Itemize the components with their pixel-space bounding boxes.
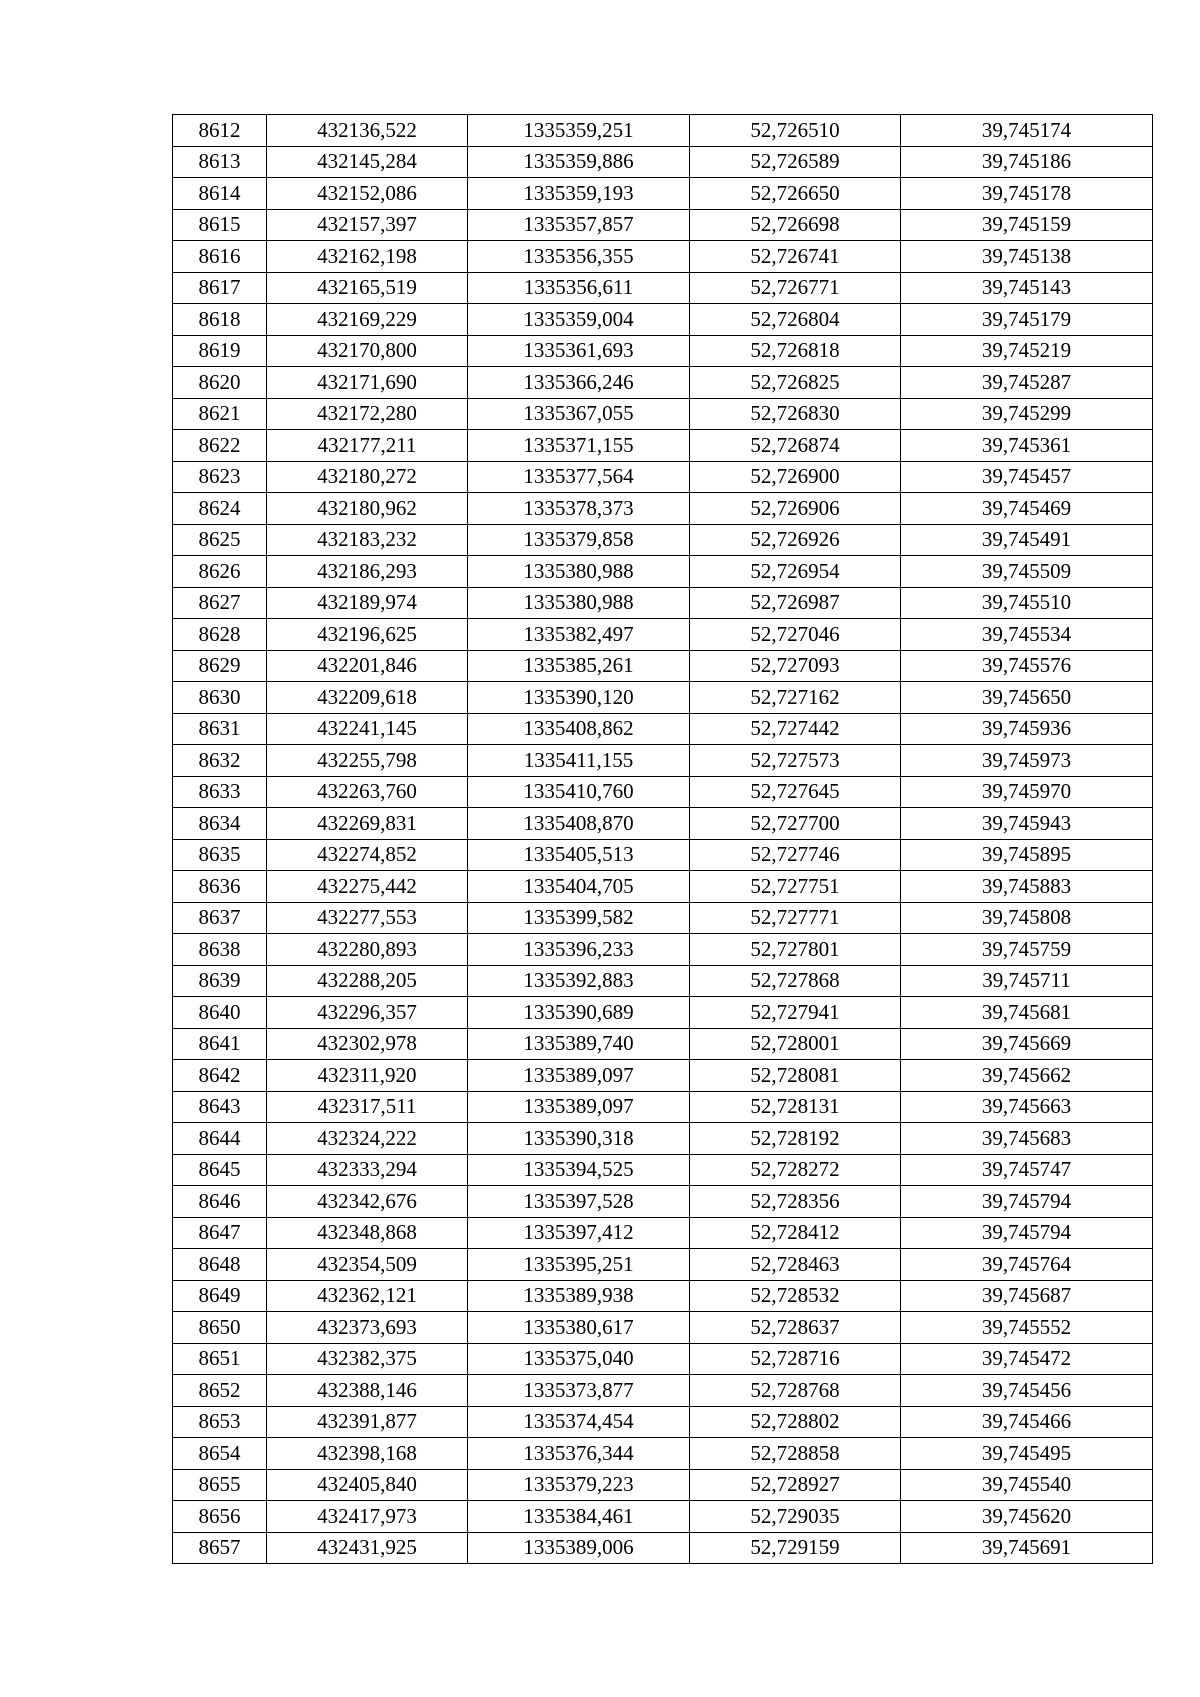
latitude-cell: 52,726589 <box>690 146 901 178</box>
point-number-cell: 8644 <box>173 1123 267 1155</box>
longitude-cell: 39,745794 <box>901 1217 1153 1249</box>
point-number-cell: 8651 <box>173 1343 267 1375</box>
point-number-cell: 8613 <box>173 146 267 178</box>
y-coordinate-cell: 1335356,355 <box>468 241 690 273</box>
point-number-cell: 8626 <box>173 556 267 588</box>
y-coordinate-cell: 1335373,877 <box>468 1375 690 1407</box>
table-row <box>173 272 1153 304</box>
point-number-cell: 8635 <box>173 839 267 871</box>
x-coordinate-cell: 432398,168 <box>267 1438 468 1470</box>
x-coordinate-cell: 432288,205 <box>267 965 468 997</box>
table-row <box>173 1343 1153 1375</box>
table-row <box>173 146 1153 178</box>
longitude-cell: 39,745936 <box>901 713 1153 745</box>
latitude-cell: 52,728768 <box>690 1375 901 1407</box>
table-row <box>173 1280 1153 1312</box>
longitude-cell: 39,745883 <box>901 871 1153 903</box>
point-number-cell: 8627 <box>173 587 267 619</box>
x-coordinate-cell: 432296,357 <box>267 997 468 1029</box>
x-coordinate-cell: 432348,868 <box>267 1217 468 1249</box>
x-coordinate-cell: 432311,920 <box>267 1060 468 1092</box>
longitude-cell: 39,745510 <box>901 587 1153 619</box>
y-coordinate-cell: 1335378,373 <box>468 493 690 525</box>
y-coordinate-cell: 1335389,740 <box>468 1028 690 1060</box>
point-number-cell: 8637 <box>173 902 267 934</box>
x-coordinate-cell: 432388,146 <box>267 1375 468 1407</box>
table-row <box>173 524 1153 556</box>
point-number-cell: 8624 <box>173 493 267 525</box>
x-coordinate-cell: 432165,519 <box>267 272 468 304</box>
table-row <box>173 1091 1153 1123</box>
x-coordinate-cell: 432280,893 <box>267 934 468 966</box>
y-coordinate-cell: 1335359,251 <box>468 115 690 147</box>
table-row <box>173 398 1153 430</box>
x-coordinate-cell: 432180,962 <box>267 493 468 525</box>
y-coordinate-cell: 1335405,513 <box>468 839 690 871</box>
longitude-cell: 39,745970 <box>901 776 1153 808</box>
x-coordinate-cell: 432180,272 <box>267 461 468 493</box>
longitude-cell: 39,745663 <box>901 1091 1153 1123</box>
point-number-cell: 8612 <box>173 115 267 147</box>
y-coordinate-cell: 1335380,988 <box>468 556 690 588</box>
y-coordinate-cell: 1335390,318 <box>468 1123 690 1155</box>
longitude-cell: 39,745174 <box>901 115 1153 147</box>
table-row <box>173 776 1153 808</box>
x-coordinate-cell: 432277,553 <box>267 902 468 934</box>
point-number-cell: 8638 <box>173 934 267 966</box>
y-coordinate-cell: 1335410,760 <box>468 776 690 808</box>
longitude-cell: 39,745691 <box>901 1532 1153 1564</box>
longitude-cell: 39,745138 <box>901 241 1153 273</box>
longitude-cell: 39,745179 <box>901 304 1153 336</box>
table-row <box>173 493 1153 525</box>
table-row <box>173 839 1153 871</box>
latitude-cell: 52,728532 <box>690 1280 901 1312</box>
table-row <box>173 1186 1153 1218</box>
y-coordinate-cell: 1335385,261 <box>468 650 690 682</box>
y-coordinate-cell: 1335371,155 <box>468 430 690 462</box>
y-coordinate-cell: 1335396,233 <box>468 934 690 966</box>
table-row <box>173 997 1153 1029</box>
point-number-cell: 8614 <box>173 178 267 210</box>
x-coordinate-cell: 432177,211 <box>267 430 468 462</box>
table-row <box>173 745 1153 777</box>
latitude-cell: 52,728001 <box>690 1028 901 1060</box>
longitude-cell: 39,745794 <box>901 1186 1153 1218</box>
latitude-cell: 52,727700 <box>690 808 901 840</box>
x-coordinate-cell: 432354,509 <box>267 1249 468 1281</box>
x-coordinate-cell: 432275,442 <box>267 871 468 903</box>
point-number-cell: 8630 <box>173 682 267 714</box>
latitude-cell: 52,726771 <box>690 272 901 304</box>
table-row <box>173 965 1153 997</box>
y-coordinate-cell: 1335374,454 <box>468 1406 690 1438</box>
x-coordinate-cell: 432274,852 <box>267 839 468 871</box>
latitude-cell: 52,726818 <box>690 335 901 367</box>
table-row <box>173 1123 1153 1155</box>
point-number-cell: 8636 <box>173 871 267 903</box>
longitude-cell: 39,745681 <box>901 997 1153 1029</box>
x-coordinate-cell: 432157,397 <box>267 209 468 241</box>
table-row <box>173 1060 1153 1092</box>
longitude-cell: 39,745178 <box>901 178 1153 210</box>
latitude-cell: 52,727941 <box>690 997 901 1029</box>
x-coordinate-cell: 432263,760 <box>267 776 468 808</box>
x-coordinate-cell: 432152,086 <box>267 178 468 210</box>
point-number-cell: 8650 <box>173 1312 267 1344</box>
latitude-cell: 52,726698 <box>690 209 901 241</box>
latitude-cell: 52,726900 <box>690 461 901 493</box>
point-number-cell: 8640 <box>173 997 267 1029</box>
x-coordinate-cell: 432324,222 <box>267 1123 468 1155</box>
longitude-cell: 39,745466 <box>901 1406 1153 1438</box>
coordinates-table-body <box>173 115 1153 1564</box>
longitude-cell: 39,745620 <box>901 1501 1153 1533</box>
y-coordinate-cell: 1335359,193 <box>468 178 690 210</box>
longitude-cell: 39,745576 <box>901 650 1153 682</box>
y-coordinate-cell: 1335390,120 <box>468 682 690 714</box>
longitude-cell: 39,745219 <box>901 335 1153 367</box>
y-coordinate-cell: 1335382,497 <box>468 619 690 651</box>
x-coordinate-cell: 432209,618 <box>267 682 468 714</box>
x-coordinate-cell: 432169,229 <box>267 304 468 336</box>
table-row <box>173 1438 1153 1470</box>
latitude-cell: 52,726510 <box>690 115 901 147</box>
latitude-cell: 52,726830 <box>690 398 901 430</box>
point-number-cell: 8646 <box>173 1186 267 1218</box>
y-coordinate-cell: 1335389,938 <box>468 1280 690 1312</box>
latitude-cell: 52,727751 <box>690 871 901 903</box>
longitude-cell: 39,745159 <box>901 209 1153 241</box>
latitude-cell: 52,728131 <box>690 1091 901 1123</box>
latitude-cell: 52,728716 <box>690 1343 901 1375</box>
table-row <box>173 1028 1153 1060</box>
y-coordinate-cell: 1335375,040 <box>468 1343 690 1375</box>
y-coordinate-cell: 1335356,611 <box>468 272 690 304</box>
point-number-cell: 8647 <box>173 1217 267 1249</box>
coordinates-table <box>172 114 1153 1564</box>
latitude-cell: 52,728081 <box>690 1060 901 1092</box>
point-number-cell: 8622 <box>173 430 267 462</box>
y-coordinate-cell: 1335395,251 <box>468 1249 690 1281</box>
y-coordinate-cell: 1335408,870 <box>468 808 690 840</box>
y-coordinate-cell: 1335411,155 <box>468 745 690 777</box>
longitude-cell: 39,745973 <box>901 745 1153 777</box>
y-coordinate-cell: 1335361,693 <box>468 335 690 367</box>
longitude-cell: 39,745943 <box>901 808 1153 840</box>
table-row <box>173 934 1153 966</box>
longitude-cell: 39,745662 <box>901 1060 1153 1092</box>
latitude-cell: 52,726954 <box>690 556 901 588</box>
point-number-cell: 8618 <box>173 304 267 336</box>
table-row <box>173 115 1153 147</box>
longitude-cell: 39,745747 <box>901 1154 1153 1186</box>
y-coordinate-cell: 1335379,223 <box>468 1469 690 1501</box>
point-number-cell: 8657 <box>173 1532 267 1564</box>
table-row <box>173 556 1153 588</box>
point-number-cell: 8633 <box>173 776 267 808</box>
longitude-cell: 39,745186 <box>901 146 1153 178</box>
x-coordinate-cell: 432391,877 <box>267 1406 468 1438</box>
longitude-cell: 39,745764 <box>901 1249 1153 1281</box>
point-number-cell: 8639 <box>173 965 267 997</box>
latitude-cell: 52,728858 <box>690 1438 901 1470</box>
y-coordinate-cell: 1335389,097 <box>468 1060 690 1092</box>
x-coordinate-cell: 432196,625 <box>267 619 468 651</box>
x-coordinate-cell: 432171,690 <box>267 367 468 399</box>
point-number-cell: 8625 <box>173 524 267 556</box>
table-row <box>173 1406 1153 1438</box>
y-coordinate-cell: 1335376,344 <box>468 1438 690 1470</box>
longitude-cell: 39,745711 <box>901 965 1153 997</box>
latitude-cell: 52,727771 <box>690 902 901 934</box>
point-number-cell: 8615 <box>173 209 267 241</box>
table-row <box>173 1249 1153 1281</box>
latitude-cell: 52,726874 <box>690 430 901 462</box>
x-coordinate-cell: 432317,511 <box>267 1091 468 1123</box>
y-coordinate-cell: 1335366,246 <box>468 367 690 399</box>
x-coordinate-cell: 432417,973 <box>267 1501 468 1533</box>
y-coordinate-cell: 1335397,412 <box>468 1217 690 1249</box>
point-number-cell: 8632 <box>173 745 267 777</box>
y-coordinate-cell: 1335359,004 <box>468 304 690 336</box>
longitude-cell: 39,745552 <box>901 1312 1153 1344</box>
y-coordinate-cell: 1335384,461 <box>468 1501 690 1533</box>
x-coordinate-cell: 432255,798 <box>267 745 468 777</box>
y-coordinate-cell: 1335394,525 <box>468 1154 690 1186</box>
x-coordinate-cell: 432431,925 <box>267 1532 468 1564</box>
x-coordinate-cell: 432186,293 <box>267 556 468 588</box>
latitude-cell: 52,727442 <box>690 713 901 745</box>
table-row <box>173 1375 1153 1407</box>
table-row <box>173 619 1153 651</box>
table-row <box>173 650 1153 682</box>
latitude-cell: 52,727746 <box>690 839 901 871</box>
table-row <box>173 335 1153 367</box>
x-coordinate-cell: 432382,375 <box>267 1343 468 1375</box>
longitude-cell: 39,745650 <box>901 682 1153 714</box>
latitude-cell: 52,726804 <box>690 304 901 336</box>
latitude-cell: 52,728637 <box>690 1312 901 1344</box>
longitude-cell: 39,745469 <box>901 493 1153 525</box>
y-coordinate-cell: 1335379,858 <box>468 524 690 556</box>
longitude-cell: 39,745495 <box>901 1438 1153 1470</box>
x-coordinate-cell: 432362,121 <box>267 1280 468 1312</box>
y-coordinate-cell: 1335389,097 <box>468 1091 690 1123</box>
point-number-cell: 8623 <box>173 461 267 493</box>
y-coordinate-cell: 1335359,886 <box>468 146 690 178</box>
longitude-cell: 39,745491 <box>901 524 1153 556</box>
y-coordinate-cell: 1335408,862 <box>468 713 690 745</box>
point-number-cell: 8648 <box>173 1249 267 1281</box>
x-coordinate-cell: 432269,831 <box>267 808 468 840</box>
table-row <box>173 430 1153 462</box>
point-number-cell: 8616 <box>173 241 267 273</box>
point-number-cell: 8641 <box>173 1028 267 1060</box>
x-coordinate-cell: 432302,978 <box>267 1028 468 1060</box>
point-number-cell: 8621 <box>173 398 267 430</box>
x-coordinate-cell: 432183,232 <box>267 524 468 556</box>
longitude-cell: 39,745143 <box>901 272 1153 304</box>
table-row <box>173 1312 1153 1344</box>
table-row <box>173 1501 1153 1533</box>
point-number-cell: 8653 <box>173 1406 267 1438</box>
latitude-cell: 52,729159 <box>690 1532 901 1564</box>
point-number-cell: 8656 <box>173 1501 267 1533</box>
latitude-cell: 52,726650 <box>690 178 901 210</box>
latitude-cell: 52,728356 <box>690 1186 901 1218</box>
x-coordinate-cell: 432201,846 <box>267 650 468 682</box>
latitude-cell: 52,727162 <box>690 682 901 714</box>
point-number-cell: 8654 <box>173 1438 267 1470</box>
table-row <box>173 367 1153 399</box>
point-number-cell: 8631 <box>173 713 267 745</box>
latitude-cell: 52,726741 <box>690 241 901 273</box>
point-number-cell: 8620 <box>173 367 267 399</box>
x-coordinate-cell: 432373,693 <box>267 1312 468 1344</box>
longitude-cell: 39,745808 <box>901 902 1153 934</box>
latitude-cell: 52,726825 <box>690 367 901 399</box>
longitude-cell: 39,745534 <box>901 619 1153 651</box>
y-coordinate-cell: 1335390,689 <box>468 997 690 1029</box>
table-row <box>173 713 1153 745</box>
y-coordinate-cell: 1335380,988 <box>468 587 690 619</box>
x-coordinate-cell: 432189,974 <box>267 587 468 619</box>
latitude-cell: 52,726987 <box>690 587 901 619</box>
point-number-cell: 8628 <box>173 619 267 651</box>
longitude-cell: 39,745457 <box>901 461 1153 493</box>
longitude-cell: 39,745540 <box>901 1469 1153 1501</box>
table-row <box>173 1469 1153 1501</box>
latitude-cell: 52,727046 <box>690 619 901 651</box>
point-number-cell: 8643 <box>173 1091 267 1123</box>
table-row <box>173 902 1153 934</box>
table-row <box>173 304 1153 336</box>
longitude-cell: 39,745895 <box>901 839 1153 871</box>
longitude-cell: 39,745287 <box>901 367 1153 399</box>
point-number-cell: 8649 <box>173 1280 267 1312</box>
point-number-cell: 8617 <box>173 272 267 304</box>
point-number-cell: 8634 <box>173 808 267 840</box>
longitude-cell: 39,745669 <box>901 1028 1153 1060</box>
x-coordinate-cell: 432333,294 <box>267 1154 468 1186</box>
longitude-cell: 39,745759 <box>901 934 1153 966</box>
table-row <box>173 808 1153 840</box>
latitude-cell: 52,727093 <box>690 650 901 682</box>
x-coordinate-cell: 432172,280 <box>267 398 468 430</box>
y-coordinate-cell: 1335380,617 <box>468 1312 690 1344</box>
table-row <box>173 178 1153 210</box>
table-row <box>173 587 1153 619</box>
latitude-cell: 52,728802 <box>690 1406 901 1438</box>
table-row <box>173 461 1153 493</box>
y-coordinate-cell: 1335397,528 <box>468 1186 690 1218</box>
latitude-cell: 52,728192 <box>690 1123 901 1155</box>
latitude-cell: 52,728463 <box>690 1249 901 1281</box>
table-row <box>173 209 1153 241</box>
y-coordinate-cell: 1335367,055 <box>468 398 690 430</box>
table-row <box>173 241 1153 273</box>
longitude-cell: 39,745361 <box>901 430 1153 462</box>
latitude-cell: 52,726906 <box>690 493 901 525</box>
longitude-cell: 39,745683 <box>901 1123 1153 1155</box>
longitude-cell: 39,745509 <box>901 556 1153 588</box>
latitude-cell: 52,728412 <box>690 1217 901 1249</box>
point-number-cell: 8655 <box>173 1469 267 1501</box>
y-coordinate-cell: 1335357,857 <box>468 209 690 241</box>
y-coordinate-cell: 1335404,705 <box>468 871 690 903</box>
latitude-cell: 52,727573 <box>690 745 901 777</box>
latitude-cell: 52,729035 <box>690 1501 901 1533</box>
longitude-cell: 39,745456 <box>901 1375 1153 1407</box>
x-coordinate-cell: 432241,145 <box>267 713 468 745</box>
y-coordinate-cell: 1335389,006 <box>468 1532 690 1564</box>
latitude-cell: 52,728927 <box>690 1469 901 1501</box>
table-row <box>173 871 1153 903</box>
point-number-cell: 8642 <box>173 1060 267 1092</box>
longitude-cell: 39,745687 <box>901 1280 1153 1312</box>
longitude-cell: 39,745299 <box>901 398 1153 430</box>
point-number-cell: 8645 <box>173 1154 267 1186</box>
longitude-cell: 39,745472 <box>901 1343 1153 1375</box>
latitude-cell: 52,727801 <box>690 934 901 966</box>
table-row <box>173 1217 1153 1249</box>
x-coordinate-cell: 432342,676 <box>267 1186 468 1218</box>
x-coordinate-cell: 432145,284 <box>267 146 468 178</box>
y-coordinate-cell: 1335392,883 <box>468 965 690 997</box>
table-row <box>173 682 1153 714</box>
point-number-cell: 8629 <box>173 650 267 682</box>
latitude-cell: 52,727868 <box>690 965 901 997</box>
latitude-cell: 52,726926 <box>690 524 901 556</box>
table-row <box>173 1532 1153 1564</box>
point-number-cell: 8652 <box>173 1375 267 1407</box>
latitude-cell: 52,728272 <box>690 1154 901 1186</box>
x-coordinate-cell: 432162,198 <box>267 241 468 273</box>
table-row <box>173 1154 1153 1186</box>
y-coordinate-cell: 1335399,582 <box>468 902 690 934</box>
latitude-cell: 52,727645 <box>690 776 901 808</box>
x-coordinate-cell: 432136,522 <box>267 115 468 147</box>
x-coordinate-cell: 432170,800 <box>267 335 468 367</box>
point-number-cell: 8619 <box>173 335 267 367</box>
y-coordinate-cell: 1335377,564 <box>468 461 690 493</box>
x-coordinate-cell: 432405,840 <box>267 1469 468 1501</box>
